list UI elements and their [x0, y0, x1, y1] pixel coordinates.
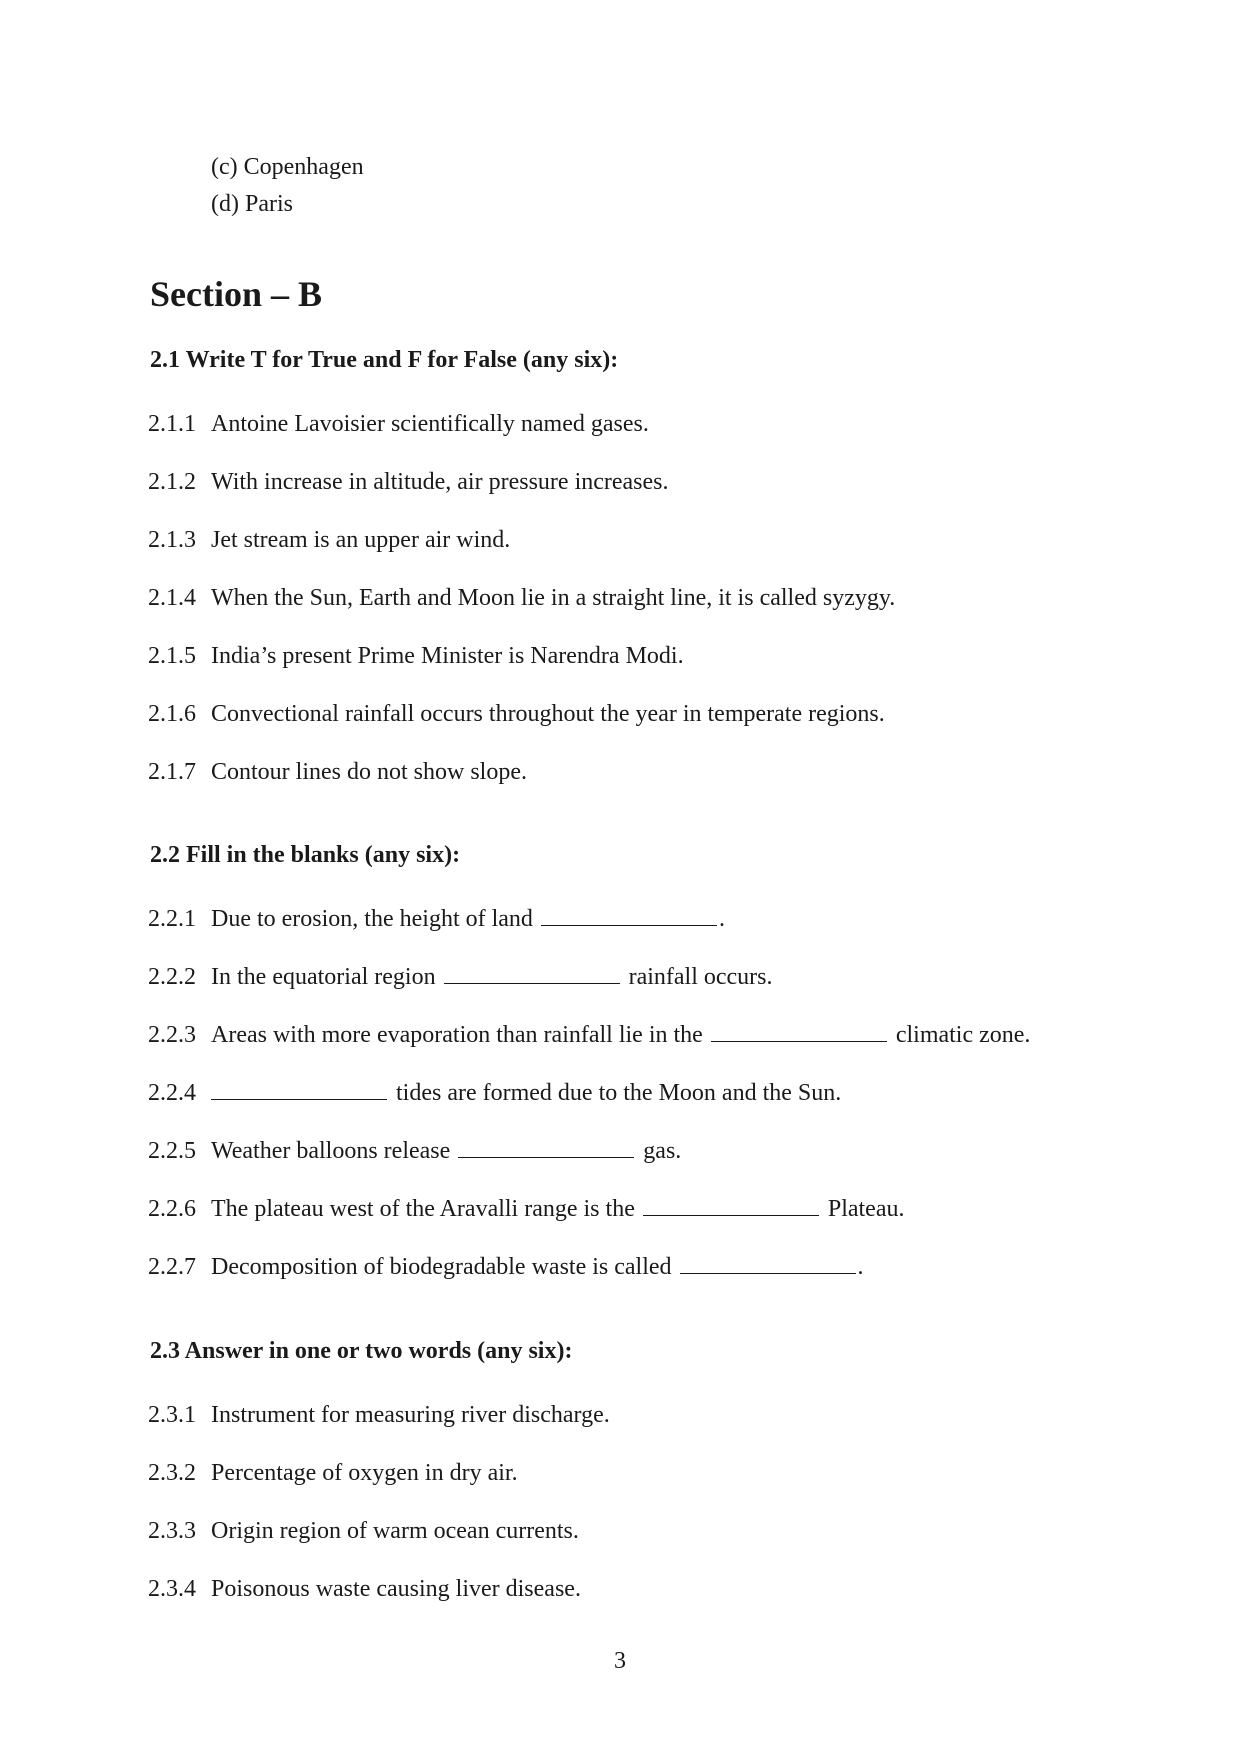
- option-text: Copenhagen: [243, 154, 364, 180]
- true-false-item: [148, 699, 885, 729]
- item-text-before: In the equatorial region: [211, 964, 436, 990]
- true-false-item: [148, 409, 649, 439]
- question-heading-2-1: 2.1 Write T for True and F for False (any six):: [150, 347, 619, 373]
- item-text: With increase in altitude, air pressure increases.: [211, 469, 669, 495]
- item-number: 2.2.5: [148, 1138, 196, 1164]
- page-number: 3: [614, 1648, 626, 1674]
- option-d: [211, 189, 293, 219]
- short-answer-item: [148, 1458, 518, 1488]
- item-text-after: gas.: [643, 1138, 682, 1164]
- answer-blank[interactable]: [211, 1079, 387, 1100]
- option-text: Paris: [244, 191, 293, 217]
- fill-blank-item: [148, 1020, 1030, 1050]
- answer-blank[interactable]: [643, 1195, 819, 1216]
- answer-blank[interactable]: [541, 905, 717, 926]
- item-number: 2.2.4: [148, 1080, 196, 1106]
- item-number: 2.2.3: [148, 1022, 196, 1048]
- item-number: 2.2.6: [148, 1196, 196, 1222]
- fill-blank-item: [148, 1078, 841, 1108]
- item-number: 2.3.1: [148, 1402, 196, 1428]
- item-text-after: rainfall occurs.: [628, 964, 773, 990]
- fill-blank-item: [148, 1194, 904, 1224]
- fill-blank-item: [148, 1136, 681, 1166]
- item-number: 2.3.2: [148, 1460, 196, 1486]
- true-false-item: [148, 467, 669, 497]
- option-label: (c): [211, 154, 238, 180]
- item-text-before: Weather balloons release: [211, 1138, 451, 1164]
- item-text: India’s present Prime Minister is Narendra Modi.: [211, 643, 684, 669]
- item-text-after: tides are formed due to the Moon and the Sun.: [396, 1080, 842, 1106]
- item-text: Percentage of oxygen in dry air.: [211, 1460, 518, 1486]
- item-text-after: .: [718, 906, 725, 932]
- fill-blank-item: [148, 1252, 864, 1282]
- item-number: 2.1.5: [148, 643, 196, 669]
- item-number: 2.1.6: [148, 701, 196, 727]
- item-text-before: Due to erosion, the height of land: [211, 906, 533, 932]
- true-false-item: [148, 525, 510, 555]
- true-false-item: [148, 583, 895, 613]
- item-number: 2.1.4: [148, 585, 196, 611]
- item-text: Contour lines do not show slope.: [211, 759, 527, 785]
- item-text: When the Sun, Earth and Moon lie in a straight line, it is called syzygy.: [211, 585, 896, 611]
- fill-blank-item: [148, 904, 725, 934]
- answer-blank[interactable]: [680, 1253, 856, 1274]
- item-number: 2.1.1: [148, 411, 196, 437]
- item-number: 2.1.7: [148, 759, 196, 785]
- item-text: Convectional rainfall occurs throughout the year in temperate regions.: [211, 701, 885, 727]
- answer-blank[interactable]: [444, 963, 620, 984]
- short-answer-item: [148, 1400, 610, 1430]
- item-text: Jet stream is an upper air wind.: [211, 527, 511, 553]
- item-text: Antoine Lavoisier scientifically named gases.: [211, 411, 649, 437]
- question-heading-2-2: 2.2 Fill in the blanks (any six):: [150, 842, 461, 868]
- item-number: 2.2.7: [148, 1254, 196, 1280]
- item-number: 2.3.4: [148, 1576, 196, 1602]
- section-title: Section – B: [150, 274, 323, 314]
- item-text: Instrument for measuring river discharge.: [211, 1402, 610, 1428]
- answer-blank[interactable]: [711, 1021, 887, 1042]
- item-text-after: .: [857, 1254, 864, 1280]
- item-text-before: Areas with more evaporation than rainfall lie in the: [211, 1022, 703, 1048]
- fill-blank-item: [148, 962, 773, 992]
- item-number: 2.2.1: [148, 906, 196, 932]
- option-c: [211, 152, 364, 182]
- item-text: Origin region of warm ocean currents.: [211, 1518, 579, 1544]
- true-false-item: [148, 641, 684, 671]
- short-answer-item: [148, 1574, 581, 1604]
- short-answer-item: [148, 1516, 579, 1546]
- true-false-item: [148, 757, 527, 787]
- item-number: 2.1.2: [148, 469, 196, 495]
- item-text-after: climatic zone.: [895, 1022, 1031, 1048]
- item-text: Poisonous waste causing liver disease.: [211, 1576, 581, 1602]
- item-text-after: Plateau.: [827, 1196, 905, 1222]
- item-number: 2.3.3: [148, 1518, 196, 1544]
- option-label: (d): [211, 191, 239, 217]
- item-number: 2.2.2: [148, 964, 196, 990]
- item-text-before: Decomposition of biodegradable waste is called: [211, 1254, 672, 1280]
- item-text-before: The plateau west of the Aravalli range is the: [211, 1196, 635, 1222]
- question-heading-2-3: 2.3 Answer in one or two words (any six):: [150, 1338, 573, 1364]
- answer-blank[interactable]: [458, 1137, 634, 1158]
- item-number: 2.1.3: [148, 527, 196, 553]
